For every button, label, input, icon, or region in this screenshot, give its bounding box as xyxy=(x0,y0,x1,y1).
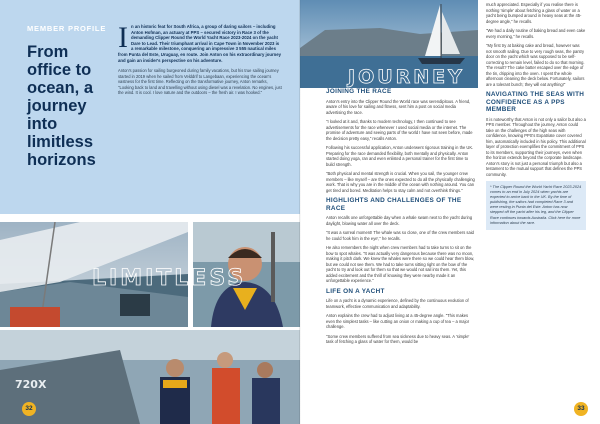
limitless-overlay-word: LIMITLESS xyxy=(92,266,247,291)
body-paragraph: Anton's passion for sailing burgeoned during family vacations, but his true sailing journey started in 2019 when he sailed from Velddrif to Langebaan, experiencing the ocean's vastness for the first time. Reflecting on the transformative journey, Anton remarks, "Looking back to land and travelling without using diesel was a revelation. No engines, just the wind. It is cool. I love nature and the outdoors – the fresh air. I was hooked." xyxy=(118,68,282,96)
svg-text:720X: 720X xyxy=(15,378,47,391)
page-number-left: 32 xyxy=(22,402,36,416)
race-footnote-box: * The Clipper Round the World Yacht Race 2023-2024 comes to an end in July 2024 when yachts are expected to arrive back in the UK. By the time of publishing, the sailors had completed Race 3 and were resting in Punta del Este. Anton has now stepped off the yacht after his leg, and the Clipper Race continues towards Australia. Click here for more information about the race. xyxy=(486,181,586,230)
body-paragraph: "We had a daily routine of baking bread and even cake every morning," he recalls. xyxy=(486,28,586,39)
body-paragraph: much appreciated. Especially if you realise there is nothing 'simple' about fetching a glass of water on a yacht being bumped around in heavy seas at the 45-degree angle," he recalls. xyxy=(486,2,582,24)
body-paragraph: Anton explains the crew had to adjust living at a 45-degree angle. "This makes even the simplest tasks – like cutting an onion or making a cup of tea – a major challenge. xyxy=(326,313,470,329)
body-paragraph: Anton recalls one unforgettable day when a whale swam next to the yacht during daylight, blowing water all over the deck. xyxy=(326,215,473,226)
body-paragraph: "I looked at it and, thanks to modern technology, I then continued to see advertisements for the race whenever I used social media or the internet. The promise of adventure and seeing parts of the world I have not seen before, made the decision pretty easy," recalls Anton. xyxy=(326,119,473,141)
page-spine-shadow xyxy=(299,0,301,424)
body-paragraph: "My first try at baking cake and bread, however was not smooth sailing. Due to very rough seas, the pantry door on the yacht which was supposed to be self-correcting to remain level, failed to do so that morning. The result? The cake batter escaped over the edge of the tin, dripping into the oven. I spent the whole afternoon cleaning the deck below. Fortunately, sailors are a tolerant bunch; they will eat anything!" xyxy=(486,43,585,87)
body-paragraph: He also remembers the night when crew members had to take turns to sit on the bow to spot whales. "It was actually very dangerous because there was no moon, making it pitch dark. We knew the whales were there so we could hear them blow, but we could not see them. We had to take turns sitting right on the bow of the yacht to try and look out for them so that we would not sail into them. Yet, this added excitement and the thrill of knowing they were nearby made it an unforgettable experience." xyxy=(326,245,475,283)
section-tag: MEMBER PROFILE xyxy=(27,24,107,33)
journey-overlay-word: JOURNEY xyxy=(348,66,465,88)
page-number-right: 33 xyxy=(574,402,588,416)
body-paragraph: "Some crew members suffered from sea sickness due to heavy seas. A 'simple' task of fetching a glass of water for them, would be xyxy=(326,333,470,344)
right-page xyxy=(300,0,600,424)
drop-cap: I xyxy=(118,21,128,54)
body-paragraph: "Both physical and mental strength is crucial. When you sail, the younger crew members – like myself – are the ones expected to do all the physically challenging work. That is why you are in the middle of the ocean with nothing around. You can get tired and bored. Meditation helps to stay calm and not overthink things." xyxy=(326,171,475,193)
intro-paragraph: n an historic feat for South Africa, a group of daring sailors – including Anton Hofman, an actuary at PPS – secured victory in Race 3 of the demanding Clipper Round the World Yacht Race 2023-2024 on the yacht Dare to Lead. Their triumphant arrival in Cape Town in November 2023 is a remarkable milestone, conquering an impressive 3 555 nautical miles from Punta del Este, Uruguay, en route. Join Anton on his extraordinary journey and gain an insider's perspective on his adventure. xyxy=(118,24,282,63)
intro-block xyxy=(118,21,282,96)
body-paragraph: Anton's entry into the Clipper Round the World race was serendipitous. A friend, aware of his love for sailing and fitness, sent him a post on social media advertising the race. xyxy=(326,98,471,115)
main-column xyxy=(326,88,476,345)
member-profile-panel xyxy=(0,0,300,214)
body-paragraph: "It was a surreal moment! The whale was so close, one of the crew members said he could 'look him in the eye'," he recalls. xyxy=(326,230,474,241)
heading-joining-the-race: JOINING THE RACE xyxy=(326,88,392,95)
body-paragraph: Following his successful application, Anton underwent rigorous training in the UK. Preparing for the race demanded flexibility, both mentally and physically. Anton started doing yoga, ran and even enlisted a personal trainer for the first time to build strength. xyxy=(326,145,474,167)
side-column xyxy=(486,2,586,230)
heading-highlights-and-challenges: HIGHLIGHTS AND CHALLENGES OF THE RACE xyxy=(326,197,462,212)
body-paragraph: It is noteworthy that Anton is not only a sailor but also a PPS member. Throughout the journey, Anton could take on the challenges of the high seas with confidence, knowing PPS's Expatriate cover covered him, automatically included in his policy. This additional layer of protection exemplifies the commitment of PPS to its members, supporting their journeys, even when the horizon extends beyond the corporate landscape. Anton's story is not just a personal triumph but also a testament to the mutual support that defines the PPS community. xyxy=(486,116,586,177)
page-headline: From office to ocean, a journey into limitless horizons xyxy=(27,43,96,169)
body-paragraph: Life on a yacht is a dynamic experience, defined by the continuous evolution of teamwork, effective communication and adaptability. xyxy=(326,298,469,309)
heading-life-on-a-yacht: LIFE ON A YACHT xyxy=(326,287,385,295)
crew-at-sea-photo xyxy=(0,330,300,424)
heading-navigating-the-seas: NAVIGATING THE SEAS WITH CONFIDENCE AS A PPS MEMBER xyxy=(486,91,585,113)
